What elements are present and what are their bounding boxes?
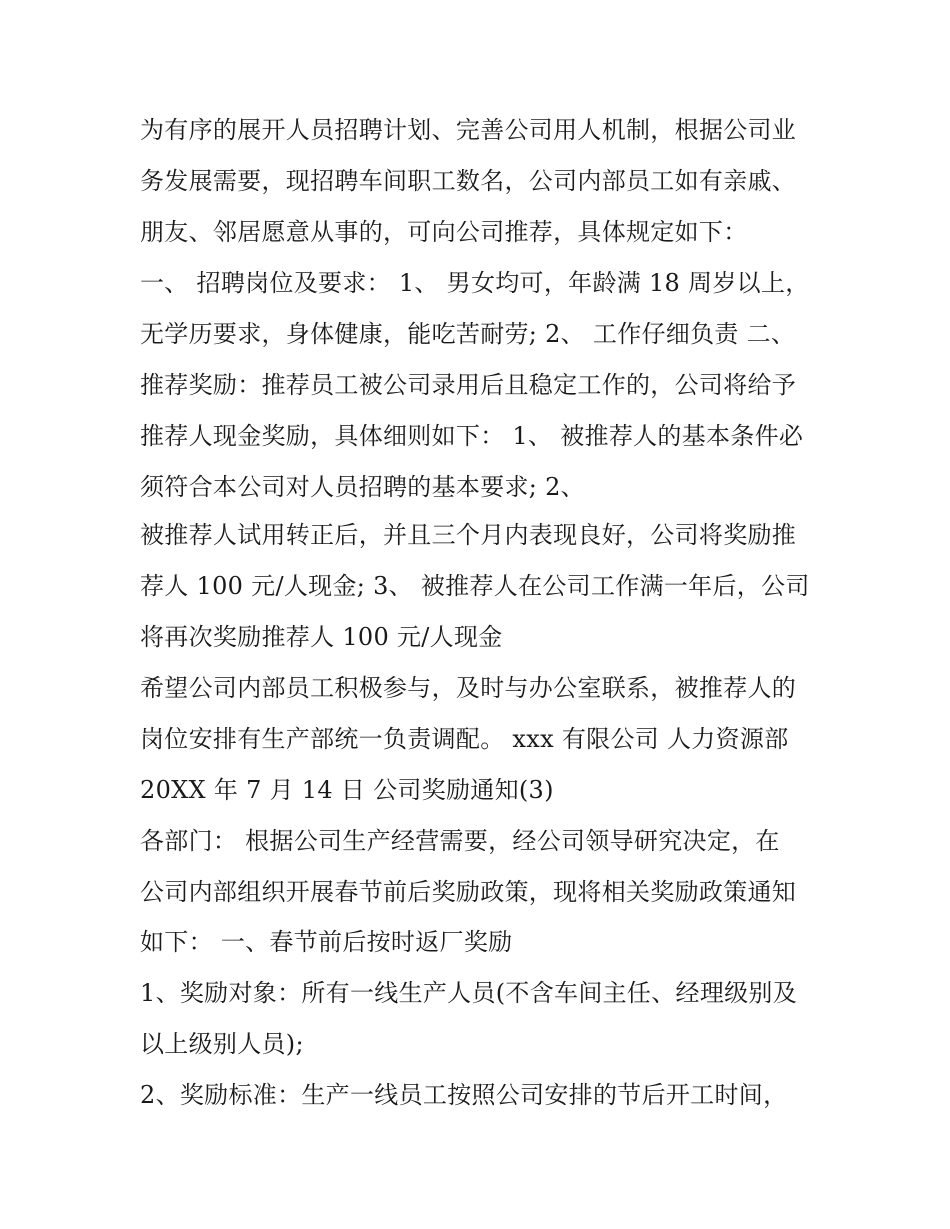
paragraph-line: 如下： 一、春节前后按时返厂奖励 (140, 928, 513, 956)
paragraph-line: 无学历要求，身体健康，能吃苦耐劳; 2、 工作仔细负责 二、 (140, 320, 796, 348)
paragraph-line: 将再次奖励推荐人 100 元/人现金 (140, 623, 503, 651)
paragraph-line: 为有序的展开人员招聘计划、完善公司用人机制，根据公司业 (140, 116, 797, 144)
paragraph-line: 荐人 100 元/人现金; 3、 被推荐人在公司工作满一年后，公司 (140, 572, 810, 600)
paragraph-line: 20XX 年 7 月 14 日 公司奖励通知(3) (140, 776, 554, 804)
paragraph-line: 各部门： 根据公司生产经营需要，经公司领导研究决定，在 (140, 827, 780, 855)
paragraph-line: 以上级别人员); (140, 1030, 304, 1058)
paragraph-line: 希望公司内部员工积极参与，及时与办公室联系，被推荐人的 (140, 674, 797, 702)
paragraph-line: 岗位安排有生产部统一负责调配。 xxx 有限公司 人力资源部 (140, 725, 789, 753)
paragraph-line: 2、奖励标准：生产一线员工按照公司安排的节后开工时间， (140, 1081, 788, 1109)
paragraph-line: 被推荐人试用转正后，并且三个月内表现良好，公司将奖励推 (140, 521, 797, 549)
paragraph-line: 推荐奖励：推荐员工被公司录用后且稳定工作的，公司将给予 (140, 371, 797, 399)
paragraph-line: 一、 招聘岗位及要求： 1、 男女均可，年龄满 18 周岁以上， (140, 269, 810, 297)
paragraph-line: 公司内部组织开展春节前后奖励政策，现将相关奖励政策通知 (140, 878, 797, 906)
paragraph-line: 朋友、邻居愿意从事的，可向公司推荐，具体规定如下： (140, 218, 748, 246)
paragraph-line: 1、奖励对象：所有一线生产人员(不含车间主任、经理级别及 (140, 979, 798, 1007)
paragraph-line: 须符合本公司对人员招聘的基本要求; 2、 (140, 473, 585, 501)
paragraph-line: 推荐人现金奖励，具体细则如下： 1、 被推荐人的基本条件必 (140, 422, 804, 450)
paragraph-line: 务发展需要，现招聘车间职工数名，公司内部员工如有亲戚、 (140, 167, 797, 195)
